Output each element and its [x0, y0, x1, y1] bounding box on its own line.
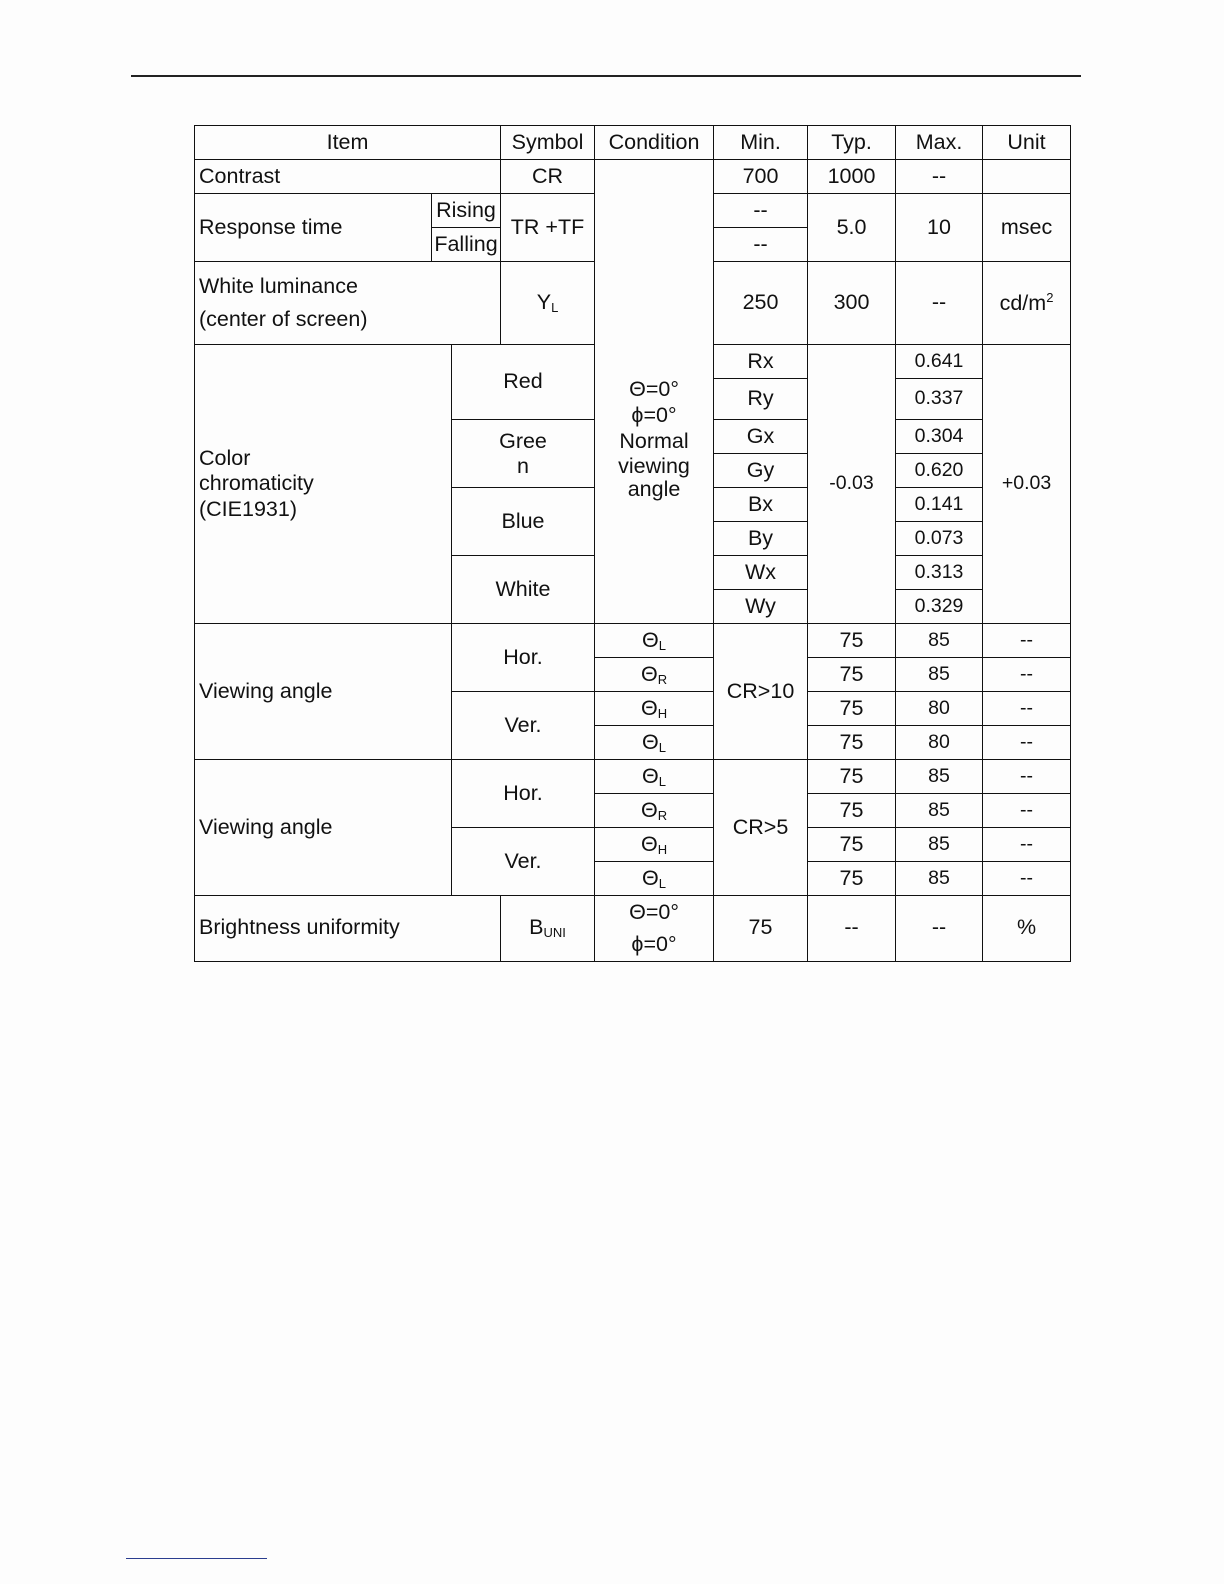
viewing2-symbol: $\Theta_L$ [595, 760, 714, 794]
brightness-row [195, 896, 1071, 962]
brightness-symbol: $B_{UNI}$ [501, 896, 595, 962]
chroma-typ: 0.329 [896, 590, 983, 624]
response-rising: Rising [432, 194, 501, 228]
brightness-unit: % [983, 896, 1071, 962]
brightness-condition: Θ=0° ϕ=0° [595, 896, 714, 962]
viewing1-symbol: $\Theta_H$ [595, 692, 714, 726]
brightness-min: 75 [714, 896, 808, 962]
viewing1-max: -- [983, 658, 1071, 692]
viewing2-max: -- [983, 760, 1071, 794]
viewing1-typ: 80 [896, 726, 983, 760]
chroma-white-label: White [452, 556, 595, 624]
chroma-typ: 0.620 [896, 454, 983, 488]
viewing2-item: Viewing angle [195, 760, 452, 896]
chroma-symbol: Wx [714, 556, 808, 590]
header-typ: Typ. [808, 126, 896, 160]
viewing1-ver-label: Ver. [452, 692, 595, 760]
chroma-typ: 0.313 [896, 556, 983, 590]
luminance-typ: 300 [808, 262, 896, 345]
viewing2-typ: 85 [896, 862, 983, 896]
brightness-typ: -- [808, 896, 896, 962]
viewing2-symbol: $\Theta_L$ [595, 862, 714, 896]
viewing2-hor-label: Hor. [452, 760, 595, 828]
luminance-symbol: $Y_L$ [501, 262, 595, 345]
footer-link-underline [126, 1558, 267, 1559]
condition-normal-viewing: Θ=0° ϕ=0° Normal viewing angle [595, 160, 714, 624]
viewing1-row [195, 624, 1071, 658]
viewing2-min: 75 [808, 828, 896, 862]
response-unit: msec [983, 194, 1071, 262]
viewing2-max: -- [983, 862, 1071, 896]
viewing2-row [195, 760, 1071, 794]
viewing1-typ: 80 [896, 692, 983, 726]
chroma-typ: 0.337 [896, 379, 983, 420]
viewing1-symbol: $\Theta_L$ [595, 726, 714, 760]
viewing2-condition: CR>5 [714, 760, 808, 896]
contrast-item: Contrast [195, 160, 501, 194]
viewing1-symbol: $\Theta_L$ [595, 624, 714, 658]
viewing1-symbol: $\Theta_R$ [595, 658, 714, 692]
contrast-min: 700 [714, 160, 808, 194]
response-min-rising: -- [714, 194, 808, 228]
viewing2-ver-label: Ver. [452, 828, 595, 896]
viewing1-max: -- [983, 692, 1071, 726]
luminance-unit: $cd/m^2$ [983, 262, 1071, 345]
viewing1-min: 75 [808, 726, 896, 760]
luminance-item: White luminance (center of screen) [195, 262, 501, 345]
viewing1-item: Viewing angle [195, 624, 452, 760]
viewing1-hor-label: Hor. [452, 624, 595, 692]
viewing1-min: 75 [808, 658, 896, 692]
contrast-max: -- [896, 160, 983, 194]
header-condition: Condition [595, 126, 714, 160]
chroma-blue-label: Blue [452, 488, 595, 556]
header-max: Max. [896, 126, 983, 160]
chroma-item: Color chromaticity (CIE1931) [195, 345, 452, 624]
chroma-symbol: Gy [714, 454, 808, 488]
chroma-min: -0.03 [808, 345, 896, 624]
viewing1-min: 75 [808, 624, 896, 658]
chroma-typ: 0.141 [896, 488, 983, 522]
response-max: 10 [896, 194, 983, 262]
chroma-typ: 0.304 [896, 420, 983, 454]
viewing1-condition: CR>10 [714, 624, 808, 760]
chroma-symbol: Ry [714, 379, 808, 420]
chroma-typ: 0.641 [896, 345, 983, 379]
viewing1-typ: 85 [896, 658, 983, 692]
brightness-item: Brightness uniformity [195, 896, 501, 962]
viewing1-typ: 85 [896, 624, 983, 658]
brightness-max: -- [896, 896, 983, 962]
chroma-green-label: Gree n [452, 420, 595, 488]
viewing2-typ: 85 [896, 760, 983, 794]
viewing2-typ: 85 [896, 828, 983, 862]
header-symbol: Symbol [501, 126, 595, 160]
contrast-unit [983, 160, 1071, 194]
viewing2-min: 75 [808, 760, 896, 794]
chroma-symbol: Wy [714, 590, 808, 624]
viewing2-max: -- [983, 828, 1071, 862]
chroma-max: +0.03 [983, 345, 1071, 624]
viewing2-symbol: $\Theta_R$ [595, 794, 714, 828]
luminance-max: -- [896, 262, 983, 345]
viewing1-max: -- [983, 624, 1071, 658]
chroma-symbol: Gx [714, 420, 808, 454]
chroma-red-label: Red [452, 345, 595, 420]
chroma-symbol: By [714, 522, 808, 556]
viewing2-max: -- [983, 794, 1071, 828]
contrast-symbol: CR [501, 160, 595, 194]
chroma-typ: 0.073 [896, 522, 983, 556]
viewing1-max: -- [983, 726, 1071, 760]
chroma-symbol: Bx [714, 488, 808, 522]
luminance-min: 250 [714, 262, 808, 345]
header-row [195, 126, 1071, 160]
viewing2-typ: 85 [896, 794, 983, 828]
header-rule [131, 75, 1081, 77]
response-falling: Falling [432, 228, 501, 262]
header-unit: Unit [983, 126, 1071, 160]
contrast-typ: 1000 [808, 160, 896, 194]
optical-spec-table [194, 125, 1071, 962]
header-min: Min. [714, 126, 808, 160]
response-min-falling: -- [714, 228, 808, 262]
viewing2-symbol: $\Theta_H$ [595, 828, 714, 862]
response-symbol: TR +TF [501, 194, 595, 262]
response-item: Response time [195, 194, 432, 262]
contrast-row [195, 160, 1071, 194]
chroma-symbol: Rx [714, 345, 808, 379]
response-typ: 5.0 [808, 194, 896, 262]
viewing1-min: 75 [808, 692, 896, 726]
viewing2-min: 75 [808, 794, 896, 828]
header-item: Item [195, 126, 501, 160]
viewing2-min: 75 [808, 862, 896, 896]
